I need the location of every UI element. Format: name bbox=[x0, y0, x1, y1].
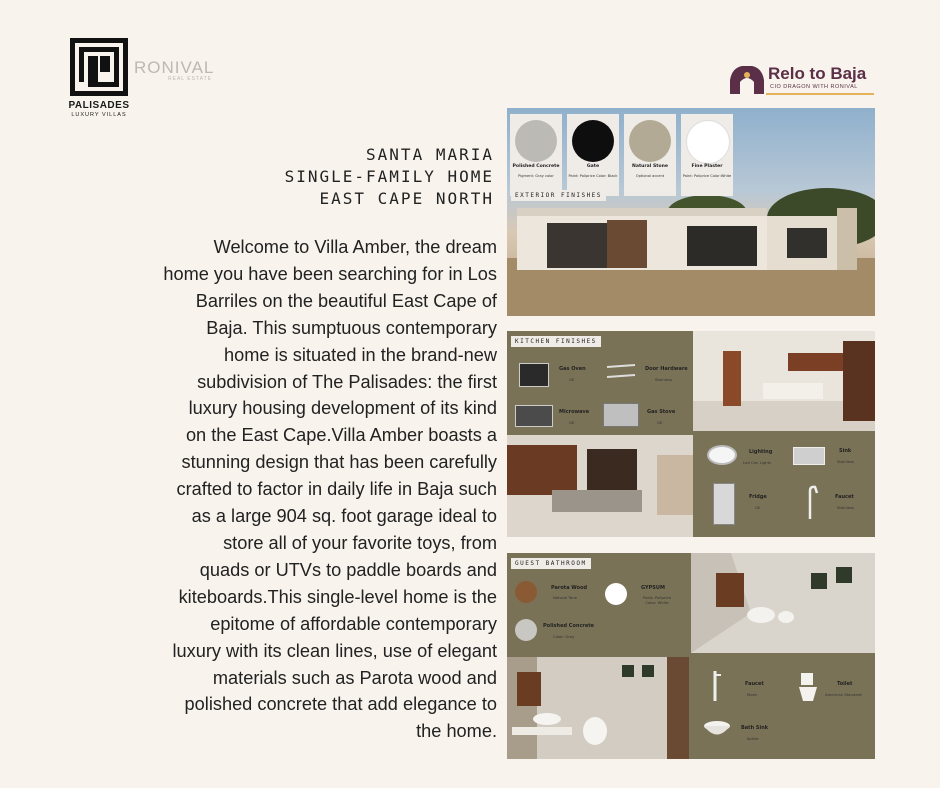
microwave-icon bbox=[515, 405, 553, 427]
swatch-polished-concrete bbox=[510, 114, 562, 196]
swatch-label: Gate bbox=[586, 164, 600, 169]
item-label: Gas Stove bbox=[647, 409, 676, 415]
item-sub: Moen bbox=[747, 692, 758, 697]
item-sub: American Standard bbox=[825, 692, 862, 697]
kitchen-render-image-1 bbox=[693, 331, 875, 431]
item-sub: Stainless bbox=[837, 459, 855, 464]
relo-underline bbox=[766, 93, 874, 95]
heading-line-1: SANTA MARIA bbox=[366, 145, 494, 164]
item-label: Microwave bbox=[559, 409, 590, 415]
swatch-label: Fine Plaster bbox=[691, 164, 723, 169]
gate-swatch bbox=[572, 120, 614, 162]
gas-stove-icon bbox=[603, 403, 639, 427]
description-line: as a large 904 sq. foot garage ideal to bbox=[191, 506, 497, 527]
polished-concrete-swatch bbox=[515, 619, 537, 641]
swatch-desc: Paint: Poliprice Color:White bbox=[682, 174, 732, 178]
swatch-label: Natural Stone bbox=[632, 164, 668, 169]
swatch-gate bbox=[567, 114, 619, 196]
guest-bathroom-panel bbox=[507, 553, 875, 759]
item-sub: Kohler bbox=[747, 736, 759, 741]
heading-line-2: SINGLE-FAMILY HOME bbox=[284, 167, 494, 186]
gas-oven-icon bbox=[519, 363, 549, 387]
description-line: quads or UTVs to paddle boards and bbox=[199, 559, 497, 580]
bath-faucet-icon bbox=[707, 669, 723, 703]
bath-sink-icon bbox=[703, 719, 731, 741]
description-line: Barriles on the beautiful East Cape of bbox=[195, 290, 497, 311]
description-line: on the East Cape.Villa Amber boasts a bbox=[185, 425, 497, 446]
item-label: Gas Oven bbox=[559, 366, 586, 372]
item-label: Parota Wood bbox=[551, 585, 588, 591]
description-line: epitome of affordable contemporary bbox=[210, 613, 497, 634]
item-label: Fridge bbox=[749, 494, 767, 500]
description-line: home is situated in the brand-new bbox=[224, 344, 497, 365]
fridge-icon bbox=[713, 483, 735, 525]
property-heading bbox=[285, 144, 494, 210]
door-hardware-icon bbox=[605, 361, 639, 383]
item-sub: Color: Gray bbox=[553, 634, 575, 639]
item-sub: GE bbox=[569, 420, 575, 425]
item-sub: Stainless bbox=[655, 377, 673, 382]
item-label: Toilet bbox=[837, 681, 853, 687]
bathroom-render-image-1 bbox=[691, 553, 875, 653]
item-label: Door Hardware bbox=[645, 366, 688, 372]
item-label: Lighting bbox=[749, 449, 773, 455]
swatch-natural-stone bbox=[624, 114, 676, 196]
polished-concrete-swatch bbox=[515, 120, 557, 162]
gypsum-swatch bbox=[605, 583, 627, 605]
bathroom-render-image-2 bbox=[507, 657, 689, 759]
fine-plaster-swatch bbox=[686, 120, 730, 164]
swatch-desc: Optional accent bbox=[635, 174, 665, 178]
kitchen-finishes-tag: KITCHEN FINISHES bbox=[511, 336, 601, 347]
swatch-label: Polished Concrete bbox=[512, 164, 560, 169]
property-description bbox=[127, 234, 497, 745]
relo-logo-text: Relo to Baja bbox=[768, 64, 867, 83]
description-line: materials such as Parota wood and bbox=[212, 667, 497, 688]
parota-wood-swatch bbox=[515, 581, 537, 603]
exterior-finishes-panel bbox=[507, 108, 875, 316]
description-line: crafted to factor in daily life in Baja such bbox=[176, 479, 497, 500]
description-line: luxury with its clean lines, use of elegant bbox=[172, 640, 497, 661]
swatch-desc: Pigment: Gray color bbox=[518, 174, 554, 178]
kitchen-finishes-panel bbox=[507, 331, 875, 537]
palisades-subtitle: LUXURY VILLAS bbox=[71, 112, 127, 118]
item-label: Polished Concrete bbox=[543, 623, 595, 629]
item-sub: Led Can Lights bbox=[743, 460, 772, 465]
swatch-fine-plaster bbox=[681, 114, 733, 196]
item-sub: Natural Tone bbox=[553, 595, 577, 600]
description-line: luxury housing development of its kind bbox=[188, 398, 497, 419]
palisades-logo-icon bbox=[70, 38, 128, 96]
description-line: home you have been searching for in Los bbox=[163, 263, 497, 284]
faucet-icon bbox=[801, 485, 819, 521]
description-line: store all of your favorite toys, from bbox=[223, 532, 497, 553]
toilet-icon bbox=[797, 671, 819, 703]
item-sub: Stainless bbox=[837, 505, 855, 510]
item-sub: Paint: Poliprice Color: White bbox=[643, 595, 671, 605]
item-label: Bath Sink bbox=[741, 725, 769, 731]
description-line: polished concrete that add elegance to bbox=[184, 694, 497, 715]
item-label: GYPSUM bbox=[641, 585, 665, 591]
item-label: Sink bbox=[839, 448, 852, 454]
sink-icon bbox=[793, 447, 825, 465]
exterior-finishes-tag: EXTERIOR FINISHES bbox=[511, 190, 606, 201]
kitchen-render-image-2 bbox=[507, 435, 693, 537]
relo-subtitle: CIO DRAGON WITH RONIVAL bbox=[770, 84, 858, 90]
description-line: Baja. This sumptuous contemporary bbox=[206, 317, 497, 338]
guest-bathroom-tag: GUEST BATHROOM bbox=[511, 558, 591, 569]
heading-line-3: EAST CAPE NORTH bbox=[319, 189, 494, 208]
item-sub: GE bbox=[657, 420, 663, 425]
lighting-icon bbox=[707, 445, 737, 465]
description-line: kiteboards.This single-level home is the bbox=[178, 586, 497, 607]
palisades-name: PALISADES bbox=[68, 100, 130, 111]
item-sub: GE bbox=[755, 505, 761, 510]
ronival-logo-text: RONIVAL bbox=[134, 58, 215, 77]
description-line: the home. bbox=[416, 721, 497, 742]
item-sub: GE bbox=[569, 377, 575, 382]
swatch-desc: Paint: Poliprice Color: Black bbox=[568, 174, 618, 178]
natural-stone-swatch bbox=[629, 120, 671, 162]
description-line: Welcome to Villa Amber, the dream bbox=[213, 237, 497, 257]
description-line: stunning design that has been carefully bbox=[181, 452, 497, 473]
description-line: subdivision of The Palisades: the first bbox=[197, 371, 497, 392]
item-label: Faucet bbox=[745, 681, 764, 687]
item-label: Faucet bbox=[835, 494, 854, 500]
relo-arch-icon bbox=[730, 62, 764, 94]
ronival-subtitle: REAL ESTATE bbox=[168, 76, 212, 82]
